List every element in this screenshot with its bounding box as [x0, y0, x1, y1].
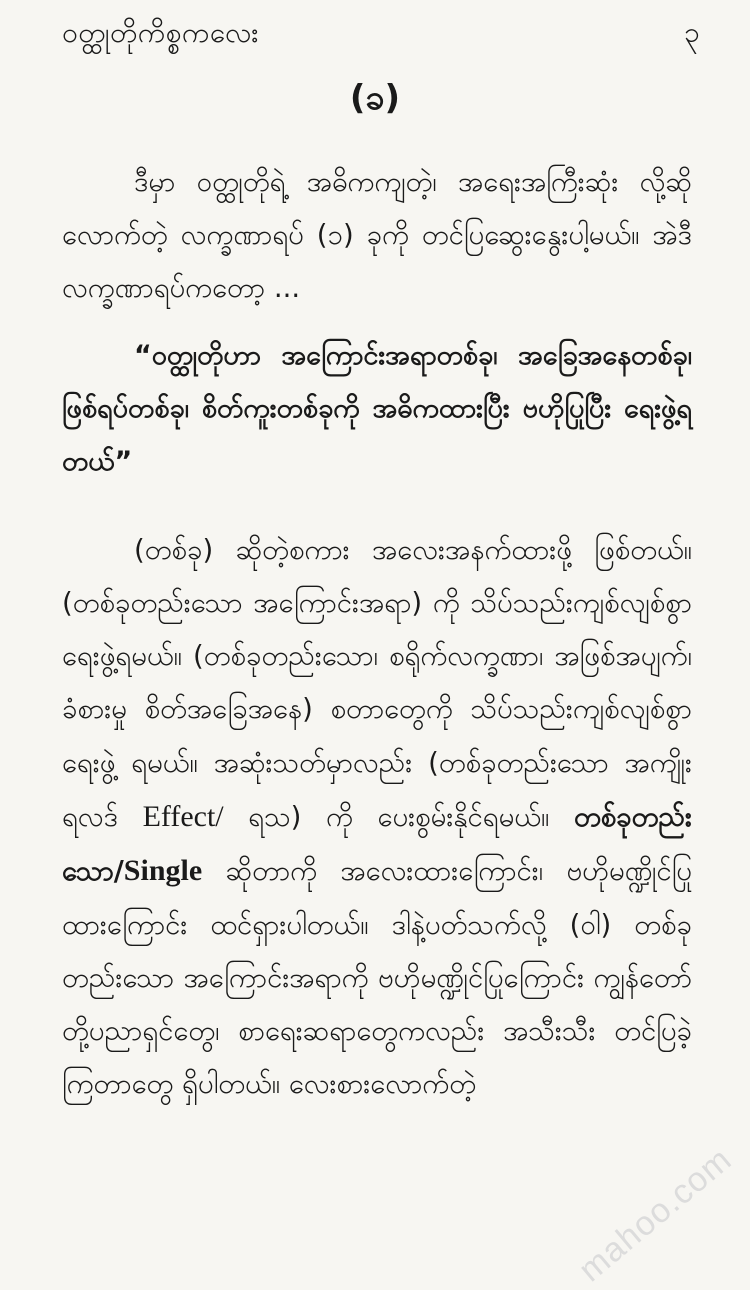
effect-term: Effect/ — [142, 799, 224, 833]
quote-paragraph: “ဝတ္ထုတိုဟာ အကြောင်းအရာတစ်ခု၊ အခြေအနေတစ်ခု၊ ဖြစ်ရပ်တစ်ခု၊ စိတ်ကူးတစ်ခုကို အဓိကထားပြီး ဗဟိုပြုပြီး ရေးဖွဲ့ရတယ်” — [62, 340, 692, 477]
page-number: ၃ — [684, 16, 700, 49]
bold-latin-term: Single — [123, 854, 203, 888]
intro-paragraph: ဒီမှာ ဝတ္ထုတိုရဲ့ အဓိကကျတဲ့၊ အရေးအကြီးဆုံး လို့ဆိုလောက်တဲ့ လက္ခဏာရပ် (၁) ခုကို တင်ပြဆွေးနွေးပါ့မယ်။ အဲဒီလက္ခဏာရပ်ကတော့ ... — [62, 165, 692, 304]
section-heading: (ခ) — [349, 78, 401, 118]
bold-term: တစ်ခုတည်းသော/ — [62, 800, 692, 888]
body-text-part-2: ရသ) ကို ပေးစွမ်းနိုင်ရမယ်။ — [248, 800, 550, 833]
running-header-title: ဝတ္ထုတိုကိစ္စကလေး — [62, 16, 259, 49]
body-text-part-3: ဆိုတာကို အလေးထားကြောင်း၊ ဗဟိုမဏ္ဍိုင်ပြုထားကြောင်း ထင်ရှားပါတယ်။ ဒါနဲ့ပတ်သက်လို့ (ဝါ) တစ်ခုတည်းသော အကြောင်းအရာကို ဗဟိုမဏ္ဍိုင်ပြုကြောင်း ကျွန်တော်တို့ပညာရှင်တွေ၊ စာရေးဆရာတွေကလည်း အသီးသီး တင်ပြခဲ့ကြတာတွေ ရှိပါတယ်။ လေးစားလောက်တဲ့ — [62, 855, 692, 1101]
watermark: mahoo.com — [571, 1140, 740, 1290]
body-text-part-1: (တစ်ခု) ဆိုတဲ့စကား အလေးအနက်ထားဖို့ ဖြစ်တယ်။ (တစ်ခုတည်းသော အကြောင်းအရာ) ကို သိပ်သည်းကျစ်လျစ်စွာ ရေးဖွဲ့ရမယ်။ (တစ်ခုတည်းသော၊ စရိုက်လက္ခဏာ၊ အဖြစ်အပျက်၊ ခံစားမှု စိတ်အခြေအနေ) စတာတွေကို သိပ်သည်းကျစ်လျစ်စွာ ရေးဖွဲ့ ရမယ်။ အဆုံးသတ်မှာလည်း (တစ်ခုတည်းသော အကျိုးရလဒ် — [62, 533, 692, 833]
body-paragraph — [62, 524, 692, 1112]
